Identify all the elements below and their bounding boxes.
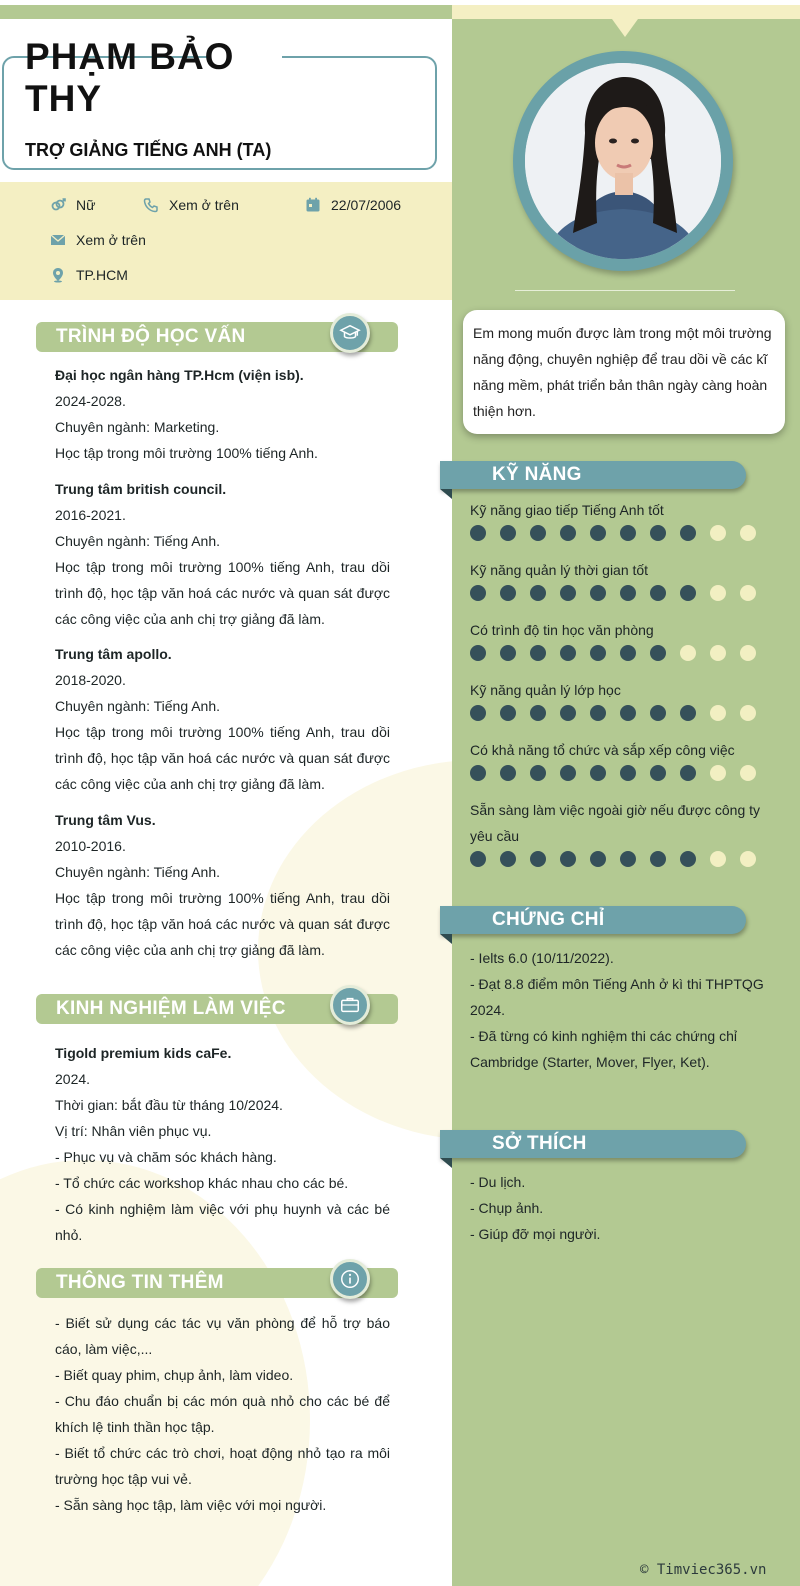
skill-label: Kỹ năng quản lý lớp học [470,682,621,698]
rating-dot-filled [590,525,606,541]
skills-header [440,461,746,489]
career-objective: Em mong muốn được làm trong một môi trường năng động, chuyên nghiệp để trau dồi về các kĩ năng mềm, phát triển bản thân ngày càng hoàn thiện hơn. [463,310,785,434]
rating-dot-filled [530,705,546,721]
rating-dot-filled [680,525,696,541]
school-major: Chuyên ngành: Tiếng Anh. [55,698,221,714]
certificate-item: - Đạt 8.8 điểm môn Tiếng Anh ở kì thi THPTQG 2024. [470,976,764,1018]
additional-info-title: THÔNG TIN THÊM [56,1272,224,1293]
rating-dot-filled [620,851,636,867]
school-major: Chuyên ngành: Tiếng Anh. [55,864,221,880]
hobbies-title: SỞ THÍCH [492,1133,587,1154]
watermark: © Timviec365.vn [640,1562,767,1578]
rating-dot-filled [500,765,516,781]
rating-dot-filled [680,765,696,781]
additional-item: - Sẵn sàng học tập, làm việc với mọi người. [55,1497,327,1513]
hobby-item: - Du lịch. [470,1174,526,1190]
rating-dot-filled [470,765,486,781]
school-name: Trung tâm Vus. [55,812,156,828]
additional-item: - Biết sử dụng các tác vụ văn phòng để hỗ trợ báo cáo, làm việc,... [55,1315,390,1357]
experience-time: Thời gian: bắt đầu từ tháng 10/2024. [55,1097,283,1113]
gender-value: Nữ [76,197,96,213]
contact-info [0,182,452,300]
school-description: Học tập trong môi trường 100% tiếng Anh, trau dồi trình độ, học tập văn hoá các nước và quan sát được các công việc của anh chị trợ giảng đã làm. [55,724,390,792]
education-header [36,322,398,352]
avatar [525,63,721,259]
skill-rating [470,765,770,781]
hobbies-list [470,1169,780,1247]
calendar-icon [305,197,321,213]
education-entry [55,807,390,963]
school-description: Học tập trong môi trường 100% tiếng Anh. [55,445,318,461]
phone-icon [143,197,159,213]
address-value: TP.HCM [76,267,128,283]
rating-dot-filled [560,645,576,661]
rating-dot-filled [530,645,546,661]
rating-dot-filled [590,851,606,867]
rating-dot-filled [620,645,636,661]
additional-item: - Chu đáo chuẩn bị các món quà nhỏ cho các bé để khích lệ tinh thần học tập. [55,1393,390,1435]
divider-line [515,290,735,291]
ribbon-fold [440,489,452,499]
rating-dot-filled [620,525,636,541]
rating-dot-filled [470,645,486,661]
rating-dot-filled [620,765,636,781]
rating-dot-filled [590,765,606,781]
skill-label: Kỹ năng giao tiếp Tiếng Anh tốt [470,502,664,518]
skills-title: KỸ NĂNG [492,464,582,485]
rating-dot-filled [560,585,576,601]
rating-dot-filled [650,705,666,721]
rating-dot-filled [650,765,666,781]
skill-label: Kỹ năng quản lý thời gian tốt [470,562,649,578]
certificates-header [440,906,746,934]
experience-year: 2024. [55,1071,91,1087]
school-major: Chuyên ngành: Marketing. [55,419,220,435]
header-ribbon [440,461,746,489]
rating-dot-empty [710,705,726,721]
education-entry [55,641,390,797]
skill-rating [470,645,770,661]
rating-dot-filled [650,645,666,661]
ribbon-fold [440,1158,452,1168]
birthday-item [305,195,401,215]
rating-dot-empty [710,645,726,661]
rating-dot-filled [560,705,576,721]
rating-dot-filled [560,765,576,781]
skill-rating [470,851,770,867]
rating-dot-filled [470,525,486,541]
hobbies-header [440,1130,746,1158]
name-line: THY [25,78,102,119]
certificates-title: CHỨNG CHỈ [492,909,605,930]
ribbon-fold [440,934,452,944]
rating-dot-empty [710,851,726,867]
duty-item: - Tổ chức các workshop khác nhau cho các bé. [55,1175,349,1191]
email-value: Xem ở trên [76,232,146,248]
rating-dot-filled [530,851,546,867]
rating-dot-empty [740,765,756,781]
skill-rating [470,585,770,601]
info-icon [330,1259,370,1299]
rating-dot-empty [710,525,726,541]
rating-dot-filled [560,851,576,867]
experience-title: KINH NGHIỆM LÀM VIỆC [56,998,286,1019]
address-item [50,265,128,285]
rating-dot-filled [620,585,636,601]
rating-dot-filled [530,525,546,541]
phone-item [143,195,239,215]
rating-dot-empty [740,645,756,661]
rating-dot-empty [710,585,726,601]
rating-dot-empty [740,525,756,541]
rating-dot-filled [500,851,516,867]
education-entry [55,476,390,632]
additional-item: - Biết tổ chức các trò chơi, hoạt động nhỏ tạo ra môi trường học tập vui vẻ. [55,1445,390,1487]
hobby-item: - Chụp ảnh. [470,1200,544,1216]
school-years: 2010-2016. [55,838,126,854]
pointer-triangle [612,19,638,37]
rating-dot-empty [680,645,696,661]
top-strip-green [0,5,452,19]
birthday-value: 22/07/2006 [331,197,402,213]
duty-item: - Phục vụ và chăm sóc khách hàng. [55,1149,277,1165]
rating-dot-filled [470,585,486,601]
rating-dot-filled [590,645,606,661]
gender-icon [50,197,66,213]
experience-position: Vị trí: Nhân viên phục vụ. [55,1123,212,1139]
rating-dot-filled [470,851,486,867]
certificate-item: - Ielts 6.0 (10/11/2022). [470,950,614,966]
rating-dot-empty [740,705,756,721]
rating-dot-filled [590,705,606,721]
avatar-frame [513,51,733,271]
rating-dot-filled [620,705,636,721]
hobby-item: - Giúp đỡ mọi người. [470,1226,601,1242]
school-name: Trung tâm apollo. [55,646,172,662]
experience-entry [55,1040,390,1248]
duty-item: - Có kinh nghiệm làm việc với phụ huynh và các bé nhỏ. [55,1201,390,1243]
school-name: Đại học ngân hàng TP.Hcm (viện isb). [55,367,304,383]
school-description: Học tập trong môi trường 100% tiếng Anh, trau dồi trình độ, học tập văn hoá các nước và quan sát được các công việc của anh chị trợ giảng đã làm. [55,890,390,958]
header-ribbon [440,1130,746,1158]
rating-dot-filled [470,705,486,721]
job-title: TRỢ GIẢNG TIẾNG ANH (TA) [25,140,272,160]
school-description: Học tập trong môi trường 100% tiếng Anh, trau dồi trình độ, học tập văn hoá các nước và quan sát được các công việc của anh chị trợ giảng đã làm. [55,559,390,627]
company-name: Tigold premium kids caFe. [55,1045,232,1061]
rating-dot-filled [680,851,696,867]
additional-item: - Biết quay phim, chụp ảnh, làm video. [55,1367,294,1383]
school-years: 2018-2020. [55,672,126,688]
rating-dot-filled [530,585,546,601]
skill-rating [470,705,770,721]
rating-dot-empty [740,851,756,867]
additional-info-list [55,1310,390,1518]
rating-dot-filled [500,525,516,541]
rating-dot-empty [710,765,726,781]
top-strip-cream [452,5,800,19]
rating-dot-empty [740,585,756,601]
rating-dot-filled [500,585,516,601]
education-entry [55,362,390,466]
experience-header [36,994,398,1024]
rating-dot-filled [680,705,696,721]
rating-dot-filled [530,765,546,781]
email-icon [50,232,66,248]
email-item [50,230,146,250]
school-name: Trung tâm british council. [55,481,227,497]
skill-label: Sẵn sàng làm việc ngoài giờ nếu được công ty yêu cầu [470,802,761,844]
certificate-item: - Đã từng có kinh nghiệm thi các chứng chỉ Cambridge (Starter, Mover, Flyer, Ket). [470,1028,737,1070]
location-icon [50,267,66,283]
briefcase-icon [330,985,370,1025]
additional-info-header [36,1268,398,1298]
rating-dot-filled [590,585,606,601]
rating-dot-filled [560,525,576,541]
rating-dot-filled [650,525,666,541]
skill-rating [470,525,770,541]
school-years: 2024-2028. [55,393,126,409]
name-line: PHẠM BẢO [25,36,235,77]
certificates-list [470,945,780,1075]
skill-label: Có trình độ tin học văn phòng [470,622,654,638]
education-title: TRÌNH ĐỘ HỌC VẤN [56,326,246,347]
rating-dot-filled [650,585,666,601]
graduation-cap-icon [330,313,370,353]
phone-value: Xem ở trên [169,197,239,213]
rating-dot-filled [500,645,516,661]
rating-dot-filled [650,851,666,867]
gender-item [50,195,95,215]
rating-dot-filled [680,585,696,601]
candidate-name [25,36,285,120]
school-years: 2016-2021. [55,507,126,523]
avatar-portrait-image [525,63,721,259]
school-major: Chuyên ngành: Tiếng Anh. [55,533,221,549]
skill-label: Có khả năng tổ chức và sắp xếp công việc [470,742,735,758]
rating-dot-filled [500,705,516,721]
